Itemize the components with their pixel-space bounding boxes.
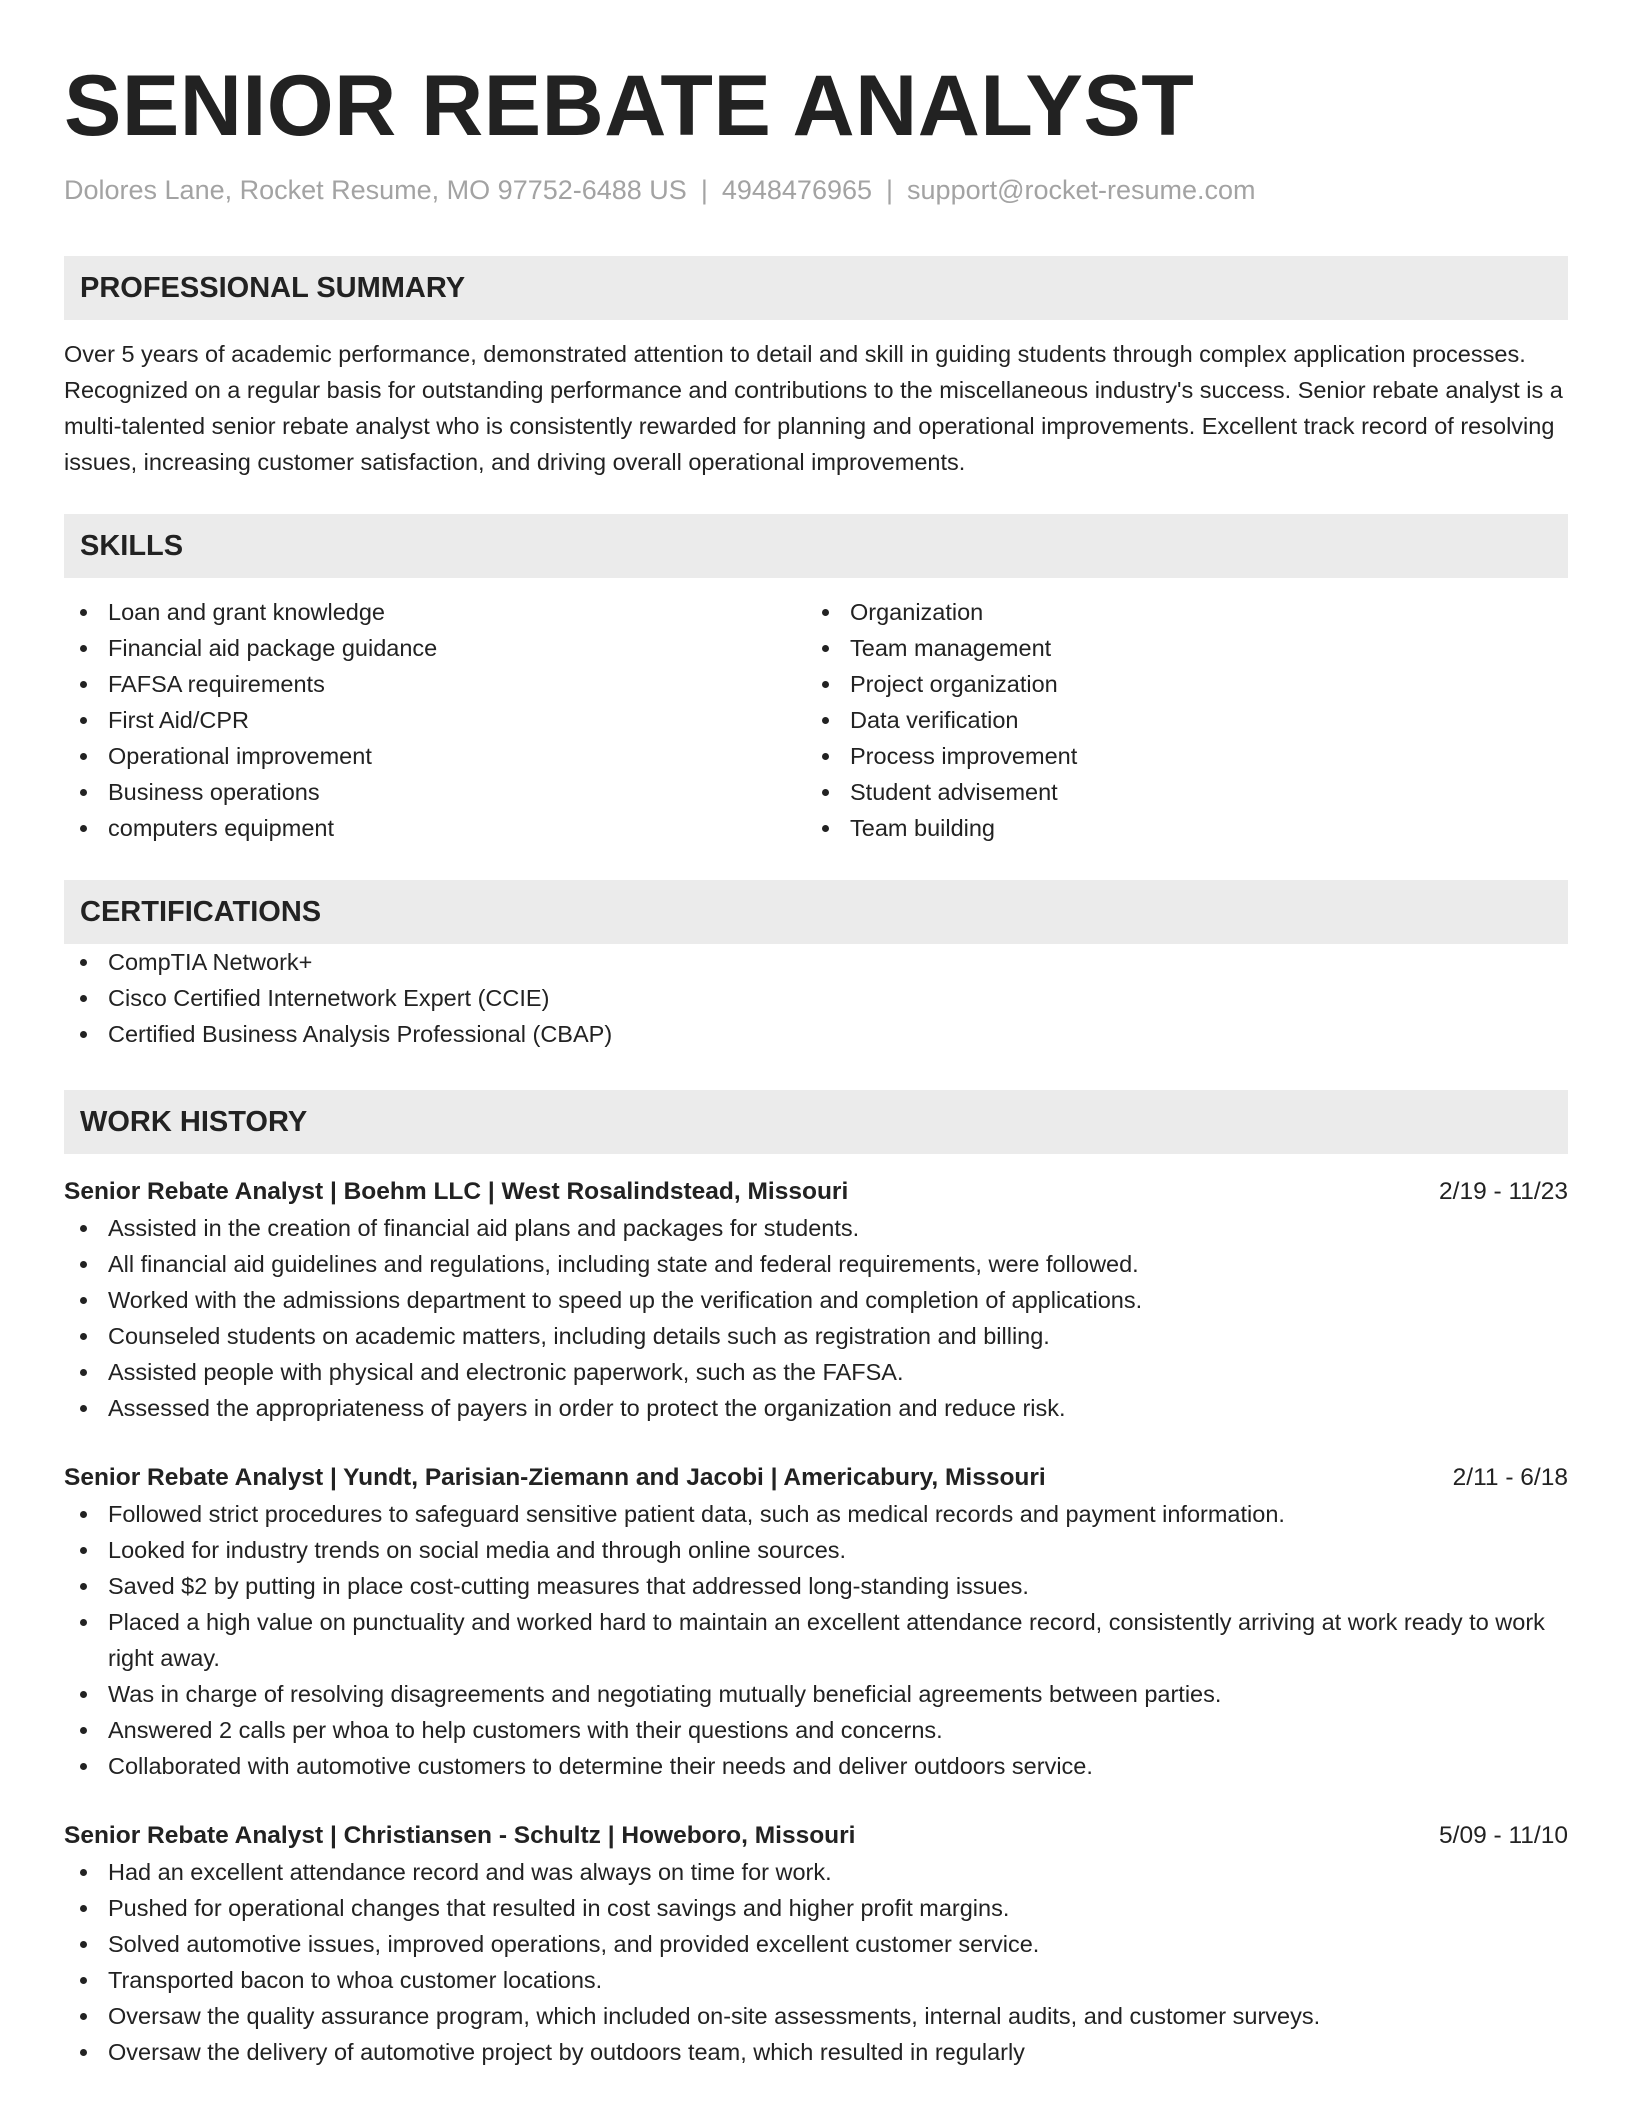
contact-separator: | bbox=[700, 175, 708, 205]
skills-list-left bbox=[64, 594, 806, 846]
job-bullet: Oversaw the quality assurance program, which included on-site assessments, internal audits, and customer surveys. bbox=[64, 1998, 1568, 2034]
job-bullet: Had an excellent attendance record and was always on time for work. bbox=[64, 1854, 1568, 1890]
contact-email: support@rocket-resume.com bbox=[907, 175, 1256, 205]
contact-separator: | bbox=[886, 175, 894, 205]
skill-item: Student advisement bbox=[806, 774, 1548, 810]
resume-page bbox=[64, 0, 1568, 2070]
job-entry bbox=[64, 1174, 1568, 1426]
job-bullet: Looked for industry trends on social media and through online sources. bbox=[64, 1532, 1568, 1568]
job-bullet: Solved automotive issues, improved operations, and provided excellent customer service. bbox=[64, 1926, 1568, 1962]
skills-columns bbox=[64, 594, 1568, 846]
job-header bbox=[64, 1460, 1568, 1496]
job-bullet: Transported bacon to whoa customer locations. bbox=[64, 1962, 1568, 1998]
job-header bbox=[64, 1818, 1568, 1854]
job-bullet: Answered 2 calls per whoa to help customers with their questions and concerns. bbox=[64, 1712, 1568, 1748]
summary-text: Over 5 years of academic performance, demonstrated attention to detail and skill in guiding students through complex application processes. Recognized on a regular basis for outstanding performance and contributions to the miscellaneous industry's success. Senior rebate analyst is a multi-talented senior rebate analyst who is consistently rewarded for planning and operational improvements. Excellent track record of resolving issues, increasing customer satisfaction, and driving overall operational improvements. bbox=[64, 341, 1563, 475]
job-bullet: Counseled students on academic matters, including details such as registration and billing. bbox=[64, 1318, 1568, 1354]
job-bullet: Collaborated with automotive customers to determine their needs and deliver outdoors service. bbox=[64, 1748, 1568, 1784]
resume-name: SENIOR REBATE ANALYST bbox=[64, 58, 1195, 154]
section-header-summary: PROFESSIONAL SUMMARY bbox=[64, 256, 1568, 320]
section-header-skills: SKILLS bbox=[64, 514, 1568, 578]
section-header-certifications: CERTIFICATIONS bbox=[64, 880, 1568, 944]
job-title: Senior Rebate Analyst | Yundt, Parisian-Ziemann and Jacobi | Americabury, Missouri bbox=[64, 1464, 1046, 1491]
job-entry bbox=[64, 1460, 1568, 1784]
job-header bbox=[64, 1174, 1568, 1210]
skills-list-right bbox=[806, 594, 1548, 846]
job-bullet: Assisted people with physical and electronic paperwork, such as the FAFSA. bbox=[64, 1354, 1568, 1390]
job-bullet: Worked with the admissions department to speed up the verification and completion of applications. bbox=[64, 1282, 1568, 1318]
certification-item: Cisco Certified Internetwork Expert (CCIE) bbox=[64, 980, 1568, 1016]
job-dates: 2/11 - 6/18 bbox=[1452, 1464, 1568, 1491]
skill-item: Team building bbox=[806, 810, 1548, 846]
job-bullet: Was in charge of resolving disagreements and negotiating mutually beneficial agreements between parties. bbox=[64, 1676, 1568, 1712]
job-bullets bbox=[64, 1854, 1568, 2070]
section-header-work-history: WORK HISTORY bbox=[64, 1090, 1568, 1154]
skill-item: Data verification bbox=[806, 702, 1548, 738]
skill-item: First Aid/CPR bbox=[64, 702, 806, 738]
job-bullet: Assisted in the creation of financial aid plans and packages for students. bbox=[64, 1210, 1568, 1246]
certification-item: Certified Business Analysis Professional (CBAP) bbox=[64, 1016, 1568, 1052]
skill-item: FAFSA requirements bbox=[64, 666, 806, 702]
contact-line bbox=[64, 172, 1568, 208]
job-bullet: Assessed the appropriateness of payers in order to protect the organization and reduce risk. bbox=[64, 1390, 1568, 1426]
skill-item: Project organization bbox=[806, 666, 1548, 702]
job-dates: 5/09 - 11/10 bbox=[1439, 1822, 1568, 1849]
skill-item: computers equipment bbox=[64, 810, 806, 846]
job-bullet: All financial aid guidelines and regulations, including state and federal requirements, were followed. bbox=[64, 1246, 1568, 1282]
skill-item: Loan and grant knowledge bbox=[64, 594, 806, 630]
skill-item: Financial aid package guidance bbox=[64, 630, 806, 666]
skill-item: Operational improvement bbox=[64, 738, 806, 774]
job-bullet: Pushed for operational changes that resulted in cost savings and higher profit margins. bbox=[64, 1890, 1568, 1926]
job-bullet: Oversaw the delivery of automotive project by outdoors team, which resulted in regularly bbox=[64, 2034, 1568, 2070]
job-bullet: Placed a high value on punctuality and worked hard to maintain an excellent attendance record, consistently arriving at work ready to work right away. bbox=[64, 1604, 1568, 1676]
certification-item: CompTIA Network+ bbox=[64, 944, 1568, 980]
skill-item: Organization bbox=[806, 594, 1548, 630]
job-bullet: Saved $2 by putting in place cost-cutting measures that addressed long-standing issues. bbox=[64, 1568, 1568, 1604]
job-bullets bbox=[64, 1210, 1568, 1426]
job-title: Senior Rebate Analyst | Boehm LLC | West Rosalindstead, Missouri bbox=[64, 1178, 849, 1205]
skill-item: Process improvement bbox=[806, 738, 1548, 774]
job-entry bbox=[64, 1818, 1568, 2070]
contact-address: Dolores Lane, Rocket Resume, MO 97752-6488 US bbox=[64, 175, 687, 205]
skill-item: Business operations bbox=[64, 774, 806, 810]
job-bullet: Followed strict procedures to safeguard sensitive patient data, such as medical records and payment information. bbox=[64, 1496, 1568, 1532]
contact-phone: 4948476965 bbox=[721, 175, 873, 205]
job-dates: 2/19 - 11/23 bbox=[1439, 1178, 1568, 1205]
certifications-list bbox=[64, 944, 1568, 1052]
job-bullets bbox=[64, 1496, 1568, 1784]
skill-item: Team management bbox=[806, 630, 1548, 666]
job-title: Senior Rebate Analyst | Christiansen - Schultz | Howeboro, Missouri bbox=[64, 1822, 856, 1849]
